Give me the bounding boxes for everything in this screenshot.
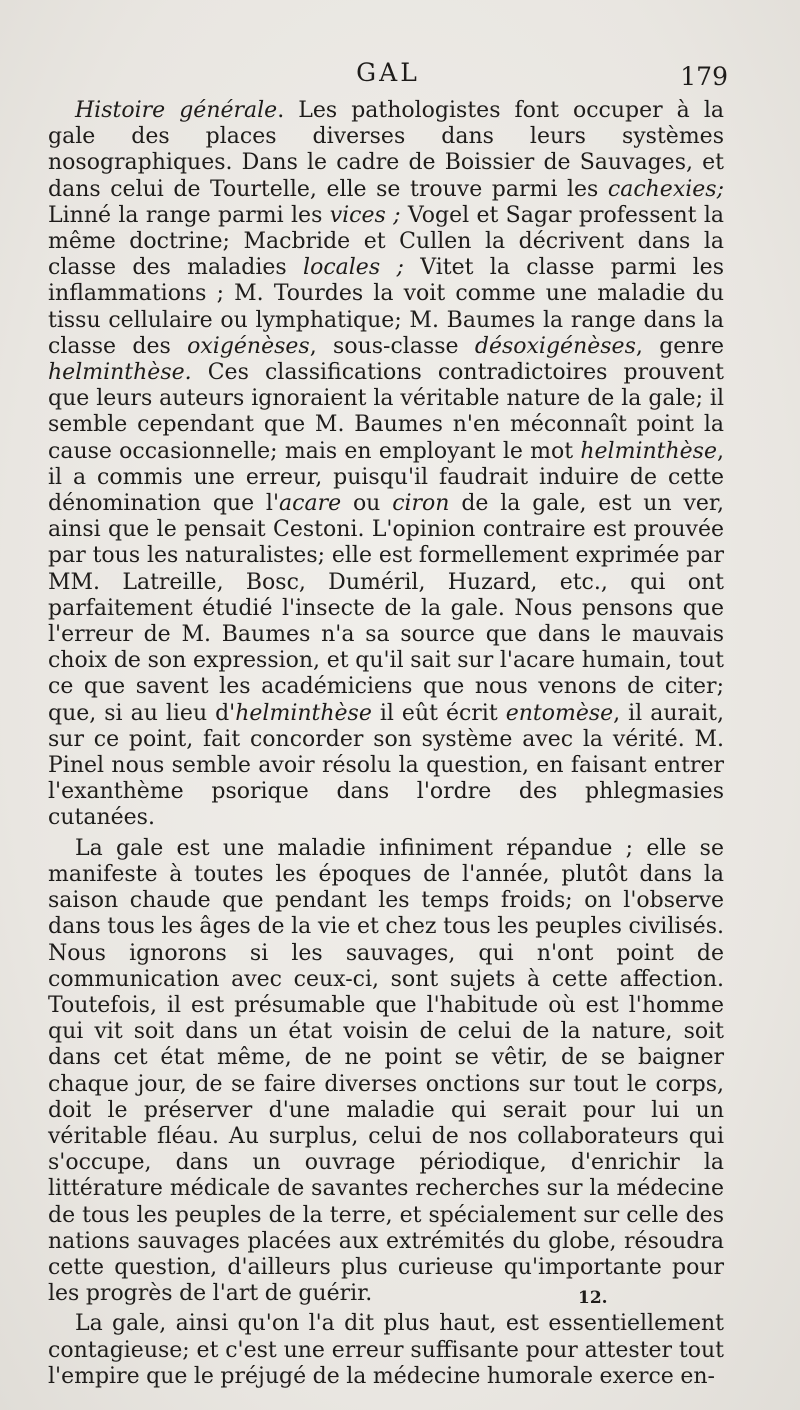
paragraph-histoire-generale <box>48 98 724 832</box>
italic-term: désoxigénèses <box>474 333 636 359</box>
page-header <box>48 58 728 98</box>
text-run: ou <box>341 491 393 517</box>
italic-term: vices ; <box>329 202 401 228</box>
text-run: , sous-classe <box>309 333 475 359</box>
text-run: de la gale, est un ver, ainsi que le pensait Cestoni. L'opinion contraire est prouvée par tous les naturalistes; elle est formellement exprimée par MM. Latreille, Bosc, Duméril, Huzard, etc., qui ont parfaitement étudié l'insecte de la gale. Nous pensons que l'erreur de M. Baumes n'a sa source que dans le mauvais choix de son expression, et qu'il sait sur l'acare humain, tout ce que savent les académiciens que nous venons de citer; que, si au lieu d' <box>48 491 724 726</box>
italic-term: locales ; <box>303 255 404 281</box>
italic-term: helminthèse <box>580 438 717 464</box>
italic-term: ciron <box>392 491 450 517</box>
italic-term: Histoire générale <box>75 98 278 123</box>
text-run: il eût écrit <box>371 700 506 726</box>
text-run: Vogel et Sagar professent la même doctrine; Macbride et Cullen la décrivent dans la classe des maladies <box>48 202 725 281</box>
text-run: Vitet la classe parmi les inflammations ; M. Tourdes la voit comme une maladie du tissu cellulaire ou lymphatique; M. Baumes la range dans la classe des <box>48 255 724 359</box>
text-run: La gale, ainsi qu'on l'a dit plus haut, est essentiellement contagieuse; et c'est une erreur suffisante pour attester tout l'empire que le préjugé de la médecine humorale exerce en- <box>48 1311 724 1389</box>
italic-term: oxigénèses <box>187 333 310 359</box>
text-run: Ces classifications contradictoires prouvent que leurs auteurs ignoraient la véritable nature de la gale; il semble cependant que M. Baumes n'en méconnaît point la cause occasionnelle; mais en employant le mot <box>48 360 724 464</box>
text-run: , il a commis une erreur, puisqu'il faudrait induire de cette dénomination que l' <box>48 438 724 517</box>
text-run: , il aurait, sur ce point, fait concorder son système avec la vérité. M. Pinel nous semble avoir résolu la question, en faisant entrer l'exanthème psorique dans l'ordre des phlegmasies cutanées. <box>48 700 724 831</box>
body-text <box>48 94 724 1390</box>
italic-term: cachexies; <box>607 176 724 202</box>
text-run: . Les pathologistes font occuper à la gale des places diverses dans leurs systèmes nosographiques. Dans le cadre de Boissier de Sauvages, et dans celui de Tourtelle, elle se trouve parmi les <box>48 98 724 202</box>
italic-term: entomèse <box>505 700 614 726</box>
paragraph-gale-repandue <box>48 836 724 1308</box>
running-head: GAL <box>356 58 420 87</box>
italic-term: helminthèse <box>235 700 372 726</box>
signature-mark: 12. <box>578 1288 608 1308</box>
text-run: , genre <box>635 333 725 359</box>
page-number: 179 <box>680 62 728 91</box>
text-run: La gale est une maladie infiniment répandue ; elle se manifeste à toutes les époques de l'année, plutôt dans la saison chaude que pendant les temps froids; on l'observe dans tous les âges de la vie et chez tous les peuples civilisés. Nous ignorons si les sauvages, qui n'ont point de communication avec ceux-ci, sont sujets à cette affection. Toutefois, il est présumable que l'habitude où est l'homme qui vit soit dans un état voisin de celui de la nature, soit dans cet état même, de ne point se vêtir, de se baigner chaque jour, de se faire diverses onctions sur tout le corps, doit le préserver d'une maladie qui serait pour lui un véritable fléau. Au surplus, celui de nos collaborateurs qui s'occupe, dans un ouvrage périodique, d'enrichir la littérature médicale de savantes recherches sur la médecine de tous les peuples de la terre, et spécialement sur celle des nations sauvages placées aux extrémités du globe, résoudra cette question, d'ailleurs plus curieuse qu'importante pour les progrès de l'art de guérir. <box>48 835 724 1307</box>
italic-term: acare <box>279 491 342 517</box>
text-run: Linné la range parmi les <box>48 202 330 228</box>
paragraph-gale-contagieuse <box>48 1311 724 1390</box>
italic-term: helminthèse. <box>48 360 192 386</box>
